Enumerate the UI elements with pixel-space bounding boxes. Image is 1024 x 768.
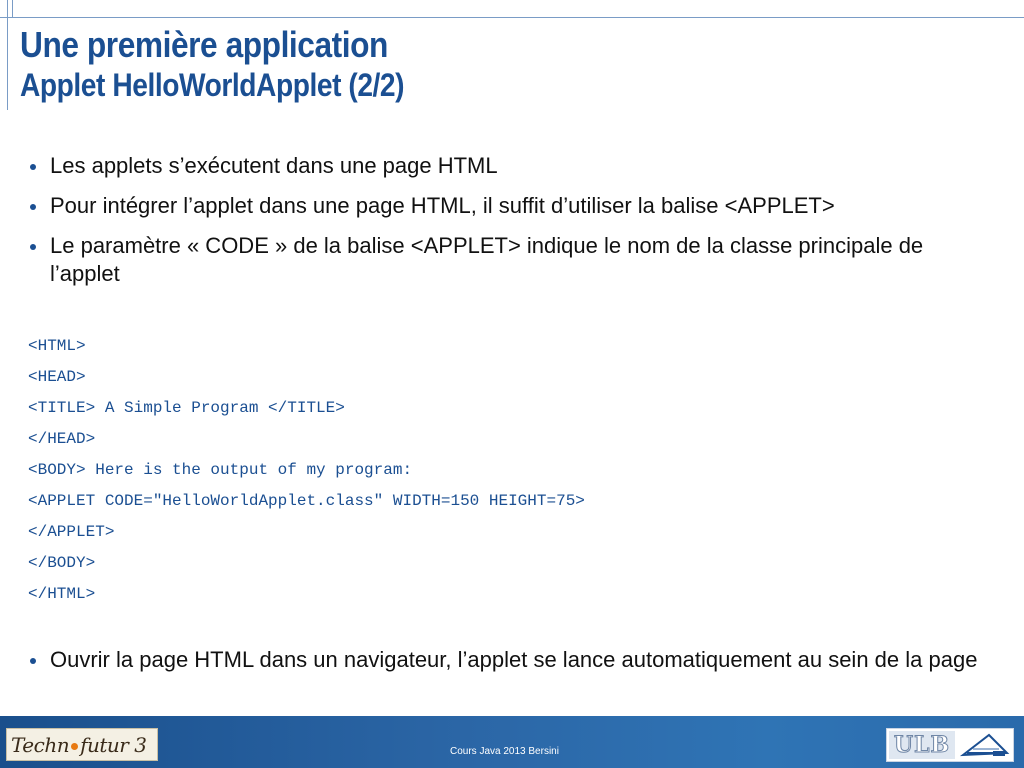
title-block bbox=[20, 24, 456, 104]
ulb-logo-box bbox=[889, 731, 955, 759]
footer-caption: Cours Java 2013 Bersini bbox=[450, 746, 559, 757]
slide-title: Une première application bbox=[20, 24, 388, 65]
code-line: <HTML> bbox=[28, 337, 86, 355]
bullet-list bbox=[28, 152, 998, 300]
code-line: <TITLE> A Simple Program </TITLE> bbox=[28, 399, 345, 417]
bullet-text: Ouvrir la page HTML dans un navigateur, l’applet se lance automatiquement au sein de la page bbox=[50, 647, 978, 672]
bullet-dot-icon bbox=[30, 164, 36, 170]
ulb-logo bbox=[886, 728, 1014, 762]
orange-dot-icon bbox=[71, 743, 78, 750]
bullet-text: Le paramètre « CODE » de la balise <APPLET> indique le nom de la classe principale de l’applet bbox=[50, 233, 924, 286]
top-divider-line bbox=[0, 17, 1024, 18]
code-line: </HEAD> bbox=[28, 430, 96, 448]
code-line: </APPLET> bbox=[28, 523, 115, 541]
code-block bbox=[28, 331, 585, 610]
bullet-dot-icon bbox=[30, 204, 36, 210]
code-line: <APPLET CODE="HelloWorldApplet.class" WIDTH=150 HEIGHT=75> bbox=[28, 492, 585, 510]
code-line: </HTML> bbox=[28, 585, 96, 603]
technofutur-logo bbox=[6, 728, 158, 761]
left-divider-line bbox=[7, 0, 8, 110]
bullet-list-bottom bbox=[28, 646, 998, 686]
code-line: <HEAD> bbox=[28, 368, 86, 386]
bullet-item bbox=[28, 192, 998, 220]
bullet-item bbox=[28, 646, 998, 674]
bullet-text: Pour intégrer l’applet dans une page HTML, il suffit d’utiliser la balise <APPLET> bbox=[50, 193, 835, 218]
bullet-dot-icon bbox=[30, 658, 36, 664]
code-line: <BODY> Here is the output of my program: bbox=[28, 461, 413, 479]
ulb-logo-text: ULB bbox=[893, 732, 951, 758]
code-line: </BODY> bbox=[28, 554, 96, 572]
footer-bar bbox=[0, 716, 1024, 768]
technofutur-logo-text: Techn futur 3 bbox=[11, 732, 147, 757]
corner-tick-line bbox=[12, 0, 13, 17]
bullet-text: Les applets s’exécutent dans une page HTML bbox=[50, 153, 498, 178]
bullet-item bbox=[28, 152, 998, 180]
institution-emblem-icon bbox=[959, 731, 1011, 759]
bullet-item bbox=[28, 232, 998, 288]
slide-subtitle: Applet HelloWorldApplet (2/2) bbox=[20, 67, 405, 103]
bullet-dot-icon bbox=[30, 244, 36, 250]
